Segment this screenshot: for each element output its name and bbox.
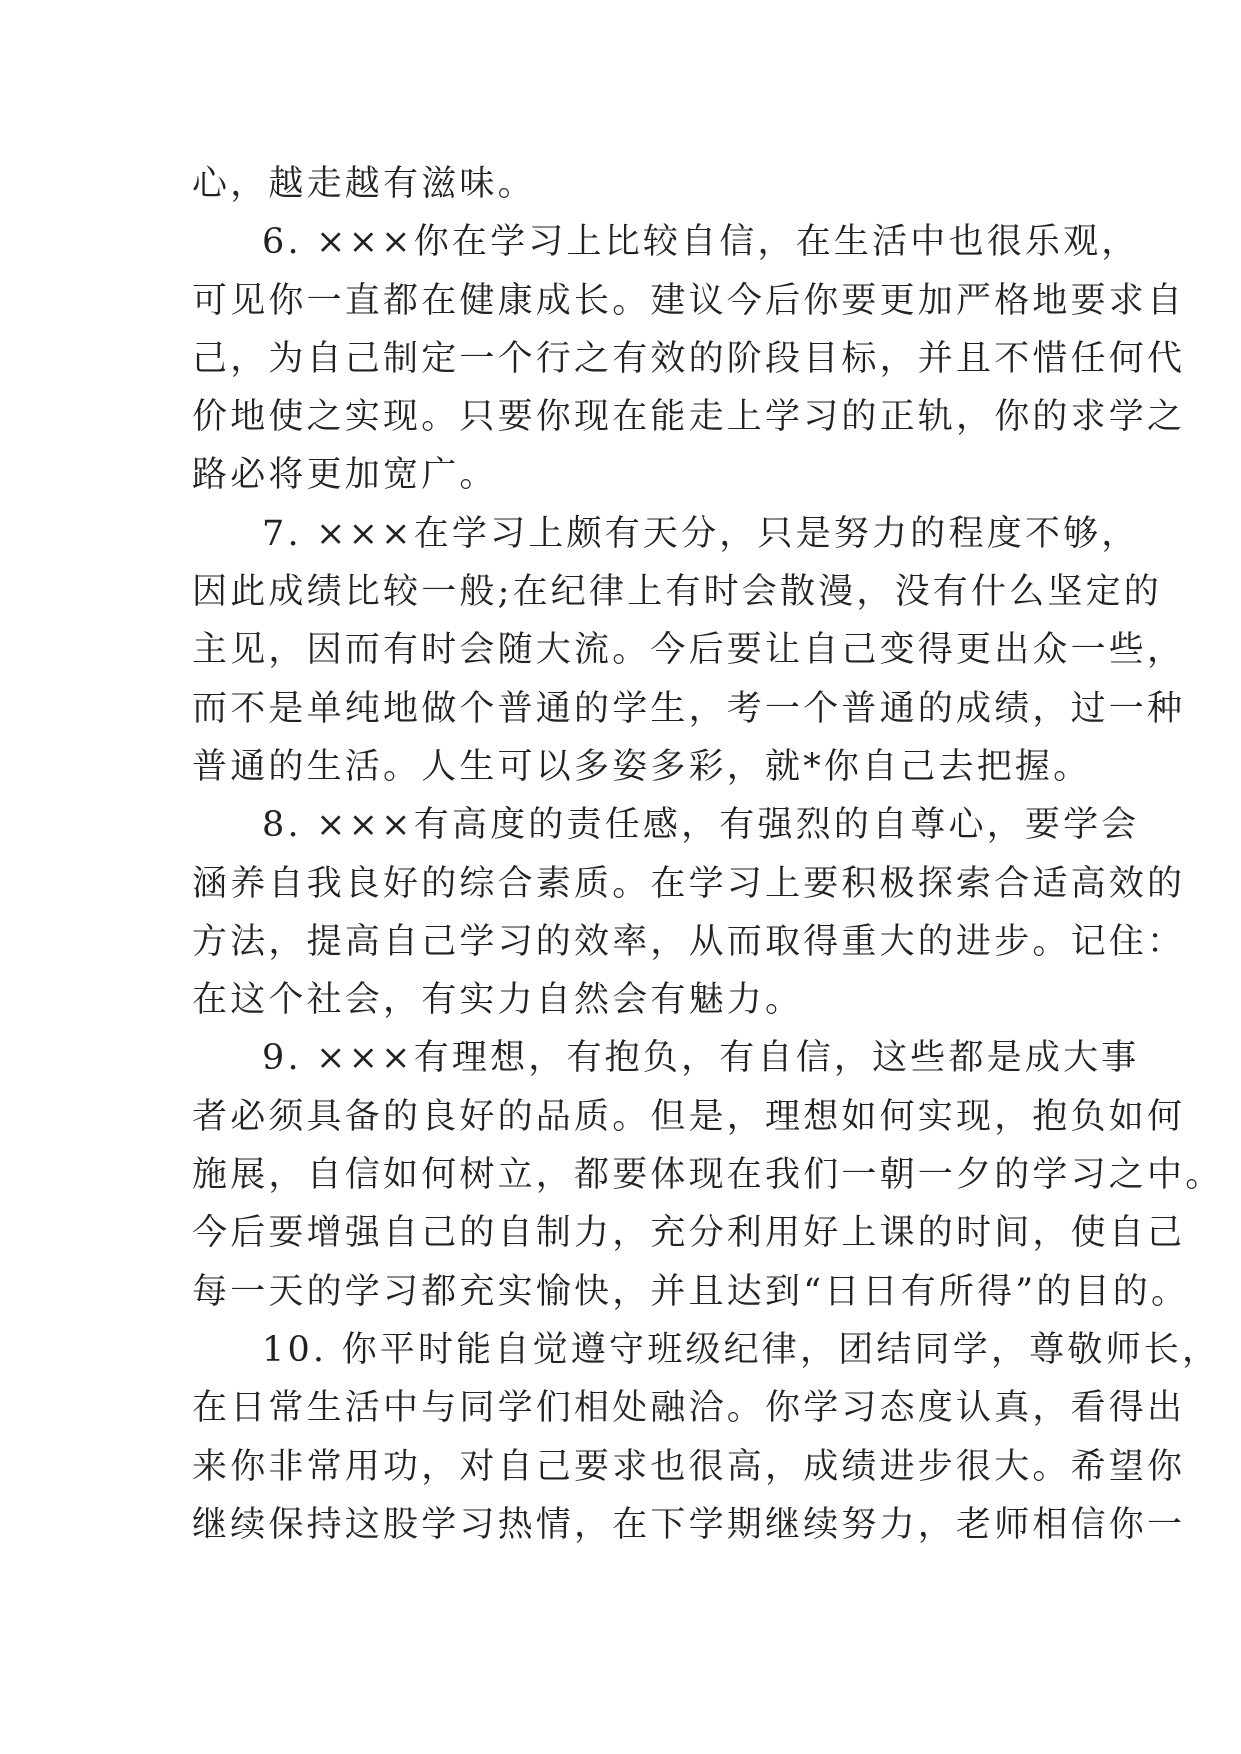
text-line: 心，越走越有滋味。 <box>192 164 536 204</box>
text-line: 方法，提高自己学习的效率，从而取得重大的进步。记住： <box>192 921 1186 962</box>
text-line: 主见，因而有时会随大流。今后要让自己变得更出众一些， <box>192 630 1186 671</box>
body-text <box>192 155 1224 1554</box>
text-line: 7. ×××在学习上颇有天分，只是努力的程度不够， <box>262 513 1140 554</box>
text-line: 在这个社会，有实力自然会有魅力。 <box>192 980 804 1021</box>
text-line: 路必将更加宽广。 <box>192 455 498 496</box>
text-line: 者必须具备的良好的品质。但是，理想如何实现，抱负如何 <box>192 1096 1186 1137</box>
text-line: 施展，自信如何树立，都要体现在我们一朝一夕的学习之中。 <box>192 1155 1224 1196</box>
text-line: 普通的生活。人生可以多姿多彩，就*你自己去把握。 <box>192 746 1092 787</box>
text-line: 6. ×××你在学习上比较自信，在生活中也很乐观， <box>262 222 1140 263</box>
text-line: 己，为自己制定一个行之有效的阶段目标，并且不惜任何代 <box>192 338 1186 379</box>
text-line: 继续保持这股学习热情，在下学期继续努力，老师相信你一 <box>192 1504 1186 1545</box>
text-line: 9. ×××有理想，有抱负，有自信，这些都是成大事 <box>262 1038 1140 1079</box>
text-line: 价地使之实现。只要你现在能走上学习的正轨，你的求学之 <box>192 397 1186 438</box>
text-line: 在日常生活中与同学们相处融洽。你学习态度认真，看得出 <box>192 1388 1186 1429</box>
text-line: 10. 你平时能自觉遵守班级纪律，团结同学，尊敬师长， <box>262 1329 1221 1370</box>
text-line: 可见你一直都在健康成长。建议今后你要更加严格地要求自 <box>192 280 1186 321</box>
text-line: 8. ×××有高度的责任感，有强烈的自尊心，要学会 <box>262 805 1140 846</box>
text-line: 每一天的学习都充实愉快，并且达到“日日有所得”的目的。 <box>192 1271 1190 1312</box>
text-line: 来你非常用功，对自己要求也很高，成绩进步很大。希望你 <box>192 1446 1186 1487</box>
text-line: 涵养自我良好的综合素质。在学习上要积极探索合适高效的 <box>192 863 1186 904</box>
text-line: 因此成绩比较一般;在纪律上有时会散漫，没有什么坚定的 <box>192 572 1162 613</box>
text-line: 今后要增强自己的自制力，充分利用好上课的时间，使自己 <box>192 1213 1186 1254</box>
text-line: 而不是单纯地做个普通的学生，考一个普通的成绩，过一种 <box>192 688 1186 729</box>
